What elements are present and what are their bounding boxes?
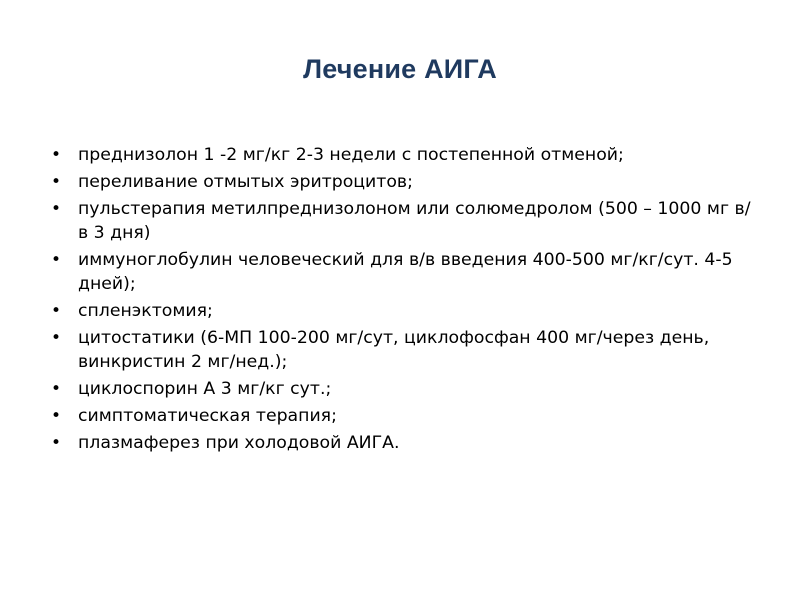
slide-title: Лечение АИГА (303, 54, 497, 84)
bullet-item-9 (50, 431, 760, 455)
bullet-icon: • (51, 199, 62, 219)
bullet-list (50, 143, 760, 458)
bullet-icon: • (51, 301, 62, 321)
bullet-icon: • (51, 250, 62, 270)
bullet-text: плазмаферез при холодовой АИГА. (78, 433, 400, 453)
bullet-icon: • (51, 172, 62, 192)
bullet-text: цитостатики (6-МП 100-200 мг/сут, циклофосфан 400 мг/через день, винкристин 2 мг/нед.); (78, 328, 710, 372)
bullet-text: преднизолон 1 -2 мг/кг 2-3 недели с постепенной отменой; (78, 145, 624, 165)
bullet-text: переливание отмытых эритроцитов; (78, 172, 413, 192)
bullet-text: пульстерапия метилпреднизолоном или солюмедролом (500 – 1000 мг в/в 3 дня) (78, 199, 751, 243)
bullet-item-8 (50, 404, 760, 428)
bullet-text: спленэктомия; (78, 301, 213, 321)
bullet-item-1 (50, 143, 760, 167)
bullet-item-4 (50, 248, 760, 296)
bullet-icon: • (51, 379, 62, 399)
bullet-item-7 (50, 377, 760, 401)
bullet-icon: • (51, 433, 62, 453)
bullet-item-3 (50, 197, 760, 245)
bullet-item-6 (50, 326, 760, 374)
bullet-icon: • (51, 145, 62, 165)
bullet-text: симптоматическая терапия; (78, 406, 337, 426)
bullet-text: циклоспорин А 3 мг/кг сут.; (78, 379, 332, 399)
bullet-icon: • (51, 328, 62, 348)
bullet-icon: • (51, 406, 62, 426)
bullet-item-5 (50, 299, 760, 323)
bullet-item-2 (50, 170, 760, 194)
bullet-text: иммуноглобулин человеческий для в/в введения 400-500 мг/кг/сут. 4-5 дней); (78, 250, 733, 294)
